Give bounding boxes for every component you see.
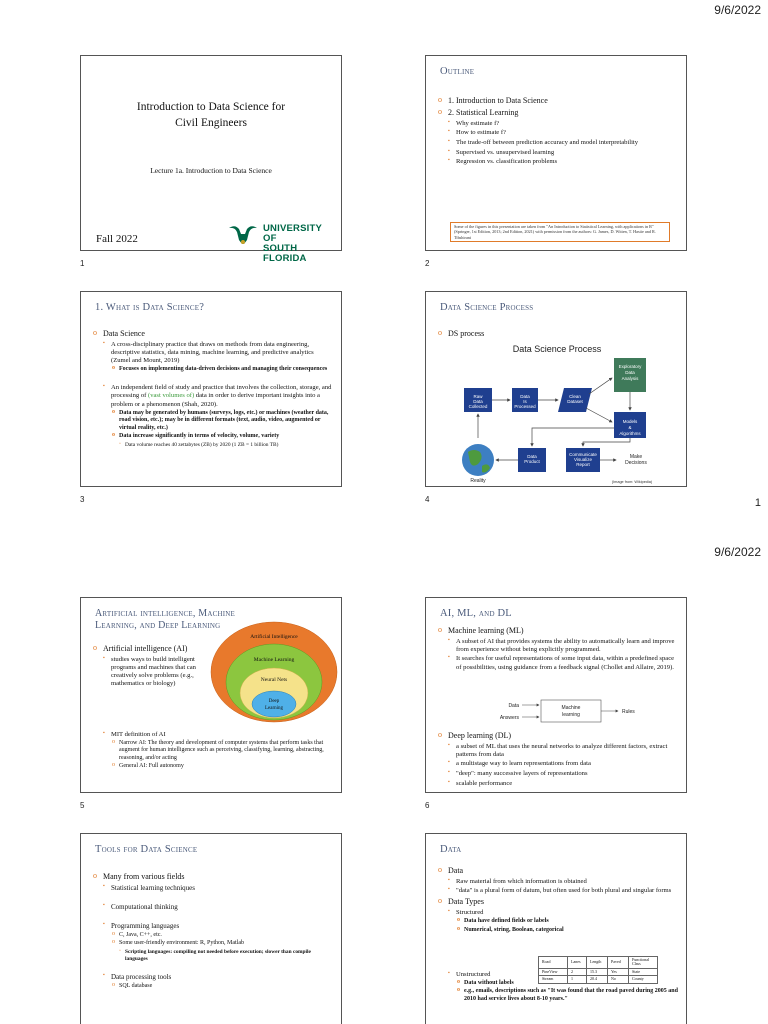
ds-process-diagram xyxy=(426,328,688,488)
diagram-label: Models & Algorithms xyxy=(619,419,641,436)
bullet: ▪ Data processing tools xyxy=(93,973,333,982)
bullet: o Narrow AI: The theory and development of computer systems that perform tasks that augment for human intelligence such as perceiving, classifying, learning, abstracting, reasoning, and/or acting xyxy=(93,740,333,763)
table-cell: Stream xyxy=(539,976,568,983)
diagram-label: Data xyxy=(508,703,519,709)
dl-circle xyxy=(252,691,296,717)
diagram-label: learning xyxy=(562,712,580,718)
slide-body xyxy=(438,624,678,672)
table-cell: 2 xyxy=(568,968,587,975)
title-line: Learning, and Deep Learning xyxy=(95,620,221,631)
slide-number: 1 xyxy=(80,259,85,268)
bullet: o C, Java, C++, etc. xyxy=(93,932,333,940)
bullet: o Deep learning (DL) xyxy=(438,731,678,741)
bullet: ▪ MIT definition of AI xyxy=(93,731,333,739)
slide-body xyxy=(93,729,333,771)
table-header: Road xyxy=(539,957,568,969)
slide-5 xyxy=(80,597,342,793)
diagram-label: Answers xyxy=(499,715,519,721)
slide-body xyxy=(438,729,678,788)
diagram-label: Data Is Processed xyxy=(514,394,536,409)
bullet: ▪ It searches for useful representations of some input data, within a predefined space of possibilities, using guidance from a feedback signal (Chollet and Allaire, 2019). xyxy=(438,655,678,671)
page-number: 1 xyxy=(754,497,761,509)
title-line: Civil Engineers xyxy=(175,116,247,129)
outline-item: o 2. Statistical Learning xyxy=(438,108,678,118)
ml-box xyxy=(541,700,601,722)
slide-subtitle: Lecture 1a. Introduction to Data Science xyxy=(150,166,272,175)
bullet: ▪ A subset of AI that provides systems the ability to automatically learn and improve from experience without being explicitly programmed. xyxy=(438,638,678,654)
text-span: An independent field of study and practice that involves the collection, storage, and processing of xyxy=(111,384,332,400)
bullet: ▪ "deep": many successive layers of representations xyxy=(438,770,678,778)
slide-title: AI, ML, and DL xyxy=(440,608,512,619)
table-cell: County xyxy=(629,976,658,983)
outline-subitem: ▪ Supervised vs. unsupervised learning xyxy=(438,149,678,157)
diagram-label: Clean Dataset xyxy=(567,394,583,404)
table-cell: No xyxy=(608,976,629,983)
diagram-label: Communicate Visualize Report xyxy=(569,452,597,467)
bullet: o Many from various fields xyxy=(93,872,333,882)
bullet: ▪ Unstructured xyxy=(438,971,678,979)
outline-subitem: ▪ Why estimate f? xyxy=(438,120,678,128)
table-cell: 20.4 xyxy=(587,976,608,983)
bullet xyxy=(93,384,333,409)
outline-list xyxy=(438,94,678,167)
table-header: Lanes xyxy=(568,957,587,969)
bullet: ▪ Programming languages xyxy=(93,922,333,931)
table-cell: 15.3 xyxy=(587,968,608,975)
slide-body xyxy=(93,327,333,449)
highlight-text: (vast volumes of) xyxy=(148,392,195,400)
bullet: o e.g., emails, descriptions such as "It was found that the road paved during 2005 and 2010 had service lives about 8-10 years." xyxy=(438,988,678,1003)
slide-title: Tools for Data Science xyxy=(95,844,198,855)
bullet: o Data Types xyxy=(438,897,678,907)
diagram-label: Exploratory Data Analysis xyxy=(618,364,642,381)
outline-subitem: ▪ The trade-off between prediction accuracy and model interpretability xyxy=(438,139,678,147)
table-header-row xyxy=(539,957,658,969)
bullet: ▪ Structured xyxy=(438,909,678,917)
slide-title xyxy=(81,100,341,131)
diagram-label: Make Decisions xyxy=(625,454,647,466)
slide-6 xyxy=(425,597,687,793)
bullet: o Data xyxy=(438,866,678,876)
bullet: ▪ Raw material from which information is obtained xyxy=(438,878,678,886)
slide-number: 2 xyxy=(425,259,430,268)
bullet: ▪ a multistage way to learn representations from data xyxy=(438,760,678,768)
slide-title: 1. What is Data Science? xyxy=(95,302,205,313)
diagram-label: Rules xyxy=(622,709,635,715)
bullet: ▪ "data" is a plural form of datum, but often used for both plural and singular forms xyxy=(438,887,678,895)
slide-title: Data xyxy=(440,844,462,855)
table-header: Paved xyxy=(608,957,629,969)
slide-body xyxy=(93,642,203,688)
slide-number: 5 xyxy=(80,801,85,810)
table-cell: State xyxy=(629,968,658,975)
bullet: o General AI: Full autonomy xyxy=(93,763,333,771)
slide-number: 4 xyxy=(425,495,430,504)
slide-title: Data Science Process xyxy=(440,302,534,313)
venn-label: Deep xyxy=(268,699,280,704)
slide-4 xyxy=(425,291,687,487)
diagram-title: Data Science Process xyxy=(512,344,602,354)
bull-icon xyxy=(227,222,259,246)
text-span: data in order to derive important insights into a problem or a phenomenon (Shah, 2020). xyxy=(111,392,320,408)
slide-3 xyxy=(80,291,342,487)
outline-subitem: ▪ How to estimate f? xyxy=(438,129,678,137)
usf-logo xyxy=(227,222,337,264)
table-cell: 1 xyxy=(568,976,587,983)
bullet: o DS process xyxy=(438,329,678,339)
diagram-label: Machine xyxy=(561,705,581,711)
title-line: Introduction to Data Science for xyxy=(136,101,286,113)
bullet: ▫ Data volume reaches 40 zettabytes (ZB) by 2020 (1 ZB = 1 billion TB) xyxy=(93,442,333,449)
table-cell: PineView xyxy=(539,968,568,975)
table-header: Length xyxy=(587,957,608,969)
slide-title: Outline xyxy=(440,66,475,77)
ml-diagram xyxy=(426,697,688,727)
image-credit: (Image from: Wikipedia) xyxy=(611,480,653,484)
bullet: o Focuses on implementing data-driven decisions and managing their consequences xyxy=(93,366,333,374)
bullet: ▪ Statistical learning techniques xyxy=(93,884,333,893)
bullet: o SQL database xyxy=(93,983,333,991)
bullet: o Data may be generated by humans (surveys, logs, etc.) or machines (weather data, road vision, etc.); may be in different formats (text, audio, video, augmented or virtual reality, etc.) xyxy=(93,410,333,433)
slide-1 xyxy=(80,55,342,264)
bullet: o Data Science xyxy=(93,329,333,339)
title-line: Artificial intelligence, Machine xyxy=(95,608,236,619)
diagram-label: Data Product xyxy=(524,454,540,464)
bullet: o Numerical, string, Boolean, categorical xyxy=(438,927,678,935)
page-date: 9/6/2022 xyxy=(714,545,761,559)
bullet: o Data have defined fields or labels xyxy=(438,918,678,926)
diagram-label: Raw Data Collected xyxy=(468,394,488,409)
slide-8 xyxy=(425,833,687,1024)
bullet: o Artificial intelligence (AI) xyxy=(93,644,203,654)
slide-2 xyxy=(425,55,687,251)
copyright-note: Some of the figures in this presentation are taken from "An Introduction to Statistical Learning, with applications in R" (Springer, 1st Edition, 2013; 2nd Edition, 2021) with permission from the authors: G. James, D. Witten, T. Hastie and R. Tibshirani xyxy=(450,222,670,242)
table-cell: Yes xyxy=(608,968,629,975)
bullet: o Machine learning (ML) xyxy=(438,626,678,636)
outline-item: o 1. Introduction to Data Science xyxy=(438,96,678,106)
term-label: Fall 2022 xyxy=(96,233,138,245)
venn-label: Neural Nets xyxy=(260,677,288,683)
slide-body xyxy=(438,864,678,934)
slide-body xyxy=(438,969,678,1003)
logo-text: UNIVERSITY OF xyxy=(263,223,322,244)
page-date: 9/6/2022 xyxy=(714,3,761,17)
slide-number: 3 xyxy=(80,495,85,504)
outline-subitem: ▪ Regression vs. classification problems xyxy=(438,158,678,166)
venn-label: Learning xyxy=(264,706,284,711)
bullet: ▪ a subset of ML that uses the neural networks to analyze different factors, extract patterns from data xyxy=(438,743,678,759)
slide-body xyxy=(93,870,333,990)
slide-7 xyxy=(80,833,342,1024)
slide-number: 6 xyxy=(425,801,430,810)
table-header: Functional Class xyxy=(629,957,658,969)
ai-venn-diagram xyxy=(209,620,339,724)
bullet: ▫ Scripting languages: compiling not needed before execution; slower than compile languages xyxy=(93,949,333,963)
bullet: o Data without labels xyxy=(438,980,678,988)
bullet: ▪ A cross-disciplinary practice that draws on methods from data engineering, descriptive statistics, data mining, machine learning, and predictive analytics (Zumel and Mount, 2019) xyxy=(93,341,333,366)
bullet: ▪ scalable performance xyxy=(438,780,678,788)
bullet: ▪ Computational thinking xyxy=(93,903,333,912)
bullet: o Data increase significantly in terms of velocity, volume, variety xyxy=(93,433,333,441)
diagram-label: Reality xyxy=(470,478,486,484)
bullet: ▪ studies ways to build intelligent programs and machines that can creatively solve problems (e.g., mathematics or biology) xyxy=(93,656,203,689)
venn-label: Artificial Intelligence xyxy=(250,634,298,640)
logo-text: SOUTH FLORIDA xyxy=(263,242,307,264)
bullet: o Some user-friendly environment: R, Python, Matlab xyxy=(93,940,333,948)
venn-label: Machine Learning xyxy=(253,657,295,663)
